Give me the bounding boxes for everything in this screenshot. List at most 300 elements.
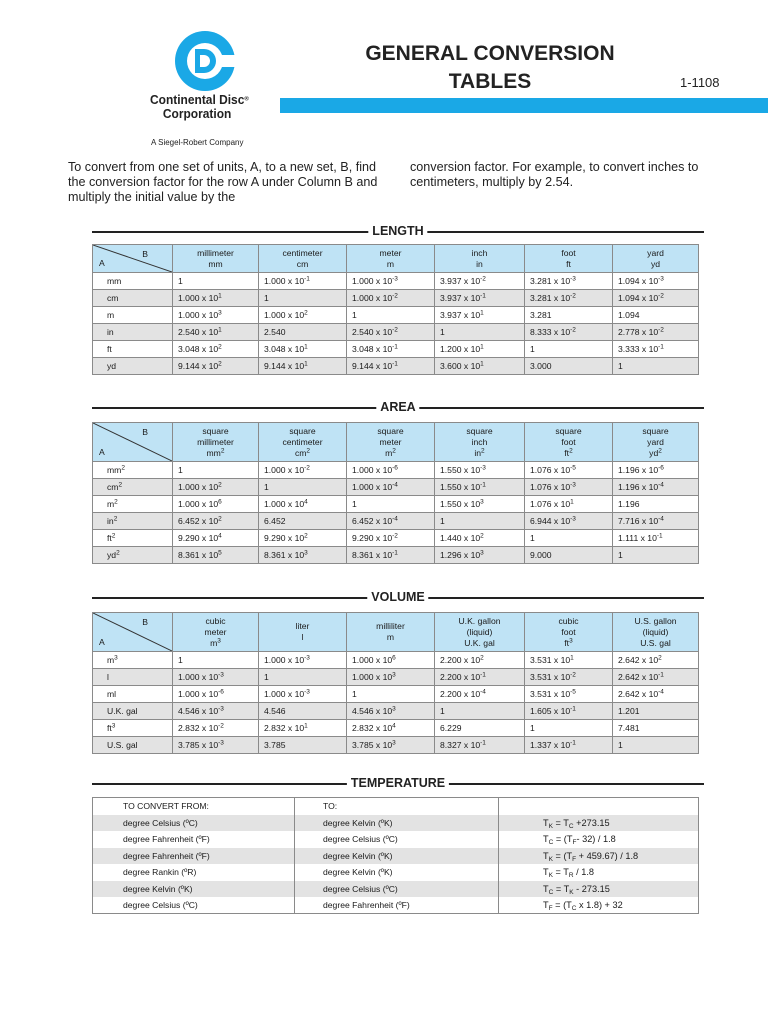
cell-exponent: 1: [570, 654, 574, 662]
table-row: [93, 530, 699, 547]
cell-mantissa: 1.000 x 10: [178, 672, 219, 682]
table-cell: [435, 496, 525, 513]
col-header-sup: 3: [569, 637, 573, 644]
table-cell: [347, 686, 435, 703]
cell-mantissa: 1.296 x 10: [440, 550, 481, 560]
cell-mantissa: 1: [618, 740, 623, 750]
col-header-text: inch: [471, 436, 488, 447]
cell-mantissa: 4.546 x 10: [352, 706, 393, 716]
cell-mantissa: 3.048 x 10: [264, 344, 305, 354]
table-cell: [525, 547, 613, 564]
cell-mantissa: 3.281 x 10: [530, 293, 571, 303]
row-label-sup: 3: [114, 654, 118, 662]
length-table: [92, 244, 699, 375]
table-cell: [525, 513, 613, 530]
table-cell: [347, 290, 435, 307]
col-header-text: yard: [647, 247, 664, 258]
cell-mantissa: 8.361 x 10: [264, 550, 305, 560]
col-header-text: cm: [294, 447, 307, 458]
cell-mantissa: 1.200 x 10: [440, 344, 481, 354]
cell-mantissa: 1.550 x 10: [440, 499, 481, 509]
temp-to: degree Kelvin (ºK): [295, 815, 499, 832]
cell-mantissa: 1.440 x 10: [440, 533, 481, 543]
volume-col-header: [613, 613, 699, 652]
row-label: [93, 513, 173, 530]
col-header-line: [349, 632, 432, 643]
cell-exponent: -3: [218, 739, 224, 747]
length-body: [93, 273, 699, 375]
cell-exponent: 2: [218, 481, 222, 489]
company-name-line2: Corporation: [162, 106, 232, 121]
col-header-line: [527, 616, 610, 627]
col-header-text: square: [466, 425, 493, 436]
cell-mantissa: 1: [618, 361, 623, 371]
cell-exponent: -3: [218, 705, 224, 713]
cell-exponent: -2: [392, 326, 398, 334]
col-header-text: inch: [471, 247, 488, 258]
col-header-sup: 3: [217, 637, 221, 644]
cell-mantissa: 2.832 x 10: [178, 723, 219, 733]
col-header-line: [175, 616, 256, 627]
formula-part: = T: [553, 883, 570, 894]
cell-mantissa: 3.937 x 10: [440, 293, 481, 303]
title-line2: TABLES: [448, 70, 532, 93]
col-header-line: [527, 426, 610, 437]
col-header-sup: 2: [392, 447, 396, 454]
cell-exponent: -1: [570, 739, 576, 747]
table-cell: [525, 324, 613, 341]
table-row: [93, 669, 699, 686]
cell-mantissa: 7.481: [618, 723, 640, 733]
cell-mantissa: 1.196 x 10: [618, 482, 659, 492]
col-header-sup: 2: [481, 447, 485, 454]
row-label: [93, 703, 173, 720]
cell-mantissa: 3.281: [530, 310, 552, 320]
cell-mantissa: 1: [178, 655, 183, 665]
cell-mantissa: 2.200 x 10: [440, 689, 481, 699]
table-cell: [435, 652, 525, 669]
temp-formula: [499, 831, 699, 848]
cell-mantissa: 1.000 x 10: [352, 465, 393, 475]
cell-exponent: -3: [570, 275, 576, 283]
row-label: [93, 341, 173, 358]
table-cell: [525, 341, 613, 358]
table-cell: [259, 341, 347, 358]
temp-from: degree Celsius (ºC): [93, 897, 295, 914]
col-header-text: square: [377, 425, 404, 436]
cell-exponent: -1: [304, 275, 310, 283]
table-cell: [613, 273, 699, 290]
col-header-text: in: [474, 447, 482, 458]
area-col-header: [347, 423, 435, 462]
table-cell: [613, 358, 699, 375]
cell-exponent: 6: [218, 498, 222, 506]
cell-mantissa: 9.290 x 10: [264, 533, 305, 543]
formula-part: F: [572, 839, 577, 847]
col-header-line: [261, 621, 344, 632]
row-label: [93, 720, 173, 737]
col-header-text: yd: [650, 258, 661, 269]
col-header-line: [175, 259, 256, 270]
cell-exponent: 2: [480, 532, 484, 540]
table-cell: [347, 720, 435, 737]
col-header-sup: 2: [658, 447, 662, 454]
cell-mantissa: 1.000 x 10: [352, 672, 393, 682]
cell-exponent: -6: [658, 464, 664, 472]
table-cell: [613, 324, 699, 341]
col-header-text: meter: [379, 247, 402, 258]
cell-exponent: 1: [218, 326, 222, 334]
col-header-text: square: [202, 425, 229, 436]
formula-part: x 1.8) + 32: [576, 900, 623, 910]
cell-exponent: -2: [658, 292, 664, 300]
col-header-line: [175, 437, 256, 448]
cell-mantissa: 1.000 x 10: [178, 499, 219, 509]
cell-mantissa: 2.200 x 10: [440, 655, 481, 665]
row-label-text: mm: [107, 276, 122, 286]
table-cell: [435, 307, 525, 324]
cell-mantissa: 1: [440, 706, 445, 716]
intro-text-right: conversion factor. For example, to convert inches to centimeters, multiply by 2.54.: [410, 160, 699, 190]
table-cell: [525, 273, 613, 290]
col-header-line: [615, 638, 696, 649]
cell-exponent: -1: [392, 343, 398, 351]
table-cell: [525, 686, 613, 703]
formula-part: T: [543, 850, 549, 861]
area-heading-label: AREA: [376, 400, 419, 414]
table-cell: [347, 547, 435, 564]
table-row: [93, 307, 699, 324]
area-corner-cell: [93, 423, 173, 462]
table-cell: [173, 652, 259, 669]
length-corner-cell: [93, 245, 173, 273]
table-cell: [259, 703, 347, 720]
col-header-line: [615, 448, 696, 459]
cell-exponent: -1: [480, 671, 486, 679]
table-cell: [173, 358, 259, 375]
formula-part: = (T: [552, 900, 572, 910]
row-label: [93, 462, 173, 479]
col-header-line: [261, 632, 344, 643]
temperature-table: [92, 797, 699, 914]
col-header-line: [349, 248, 432, 259]
temperature-body: [93, 815, 699, 914]
table-cell: [347, 324, 435, 341]
col-header-text: U.S. gallon: [634, 615, 677, 626]
col-header-line: [261, 448, 344, 459]
table-cell: [173, 273, 259, 290]
company-name: [150, 93, 270, 121]
table-row: [93, 479, 699, 496]
cell-exponent: -3: [658, 275, 664, 283]
cell-exponent: -2: [480, 275, 486, 283]
cell-mantissa: 1.000 x 10: [178, 310, 219, 320]
cell-mantissa: 1.094 x 10: [618, 276, 659, 286]
temp-from: degree Kelvin (ºK): [93, 881, 295, 898]
table-cell: [347, 530, 435, 547]
area-table: [92, 422, 699, 564]
table-cell: [259, 358, 347, 375]
row-label-text: in: [107, 516, 114, 526]
col-header-text: m: [386, 632, 395, 642]
table-row: [93, 815, 699, 832]
col-header-text: m: [386, 258, 395, 269]
formula-part: R: [568, 872, 574, 880]
row-label-text: yd: [107, 550, 117, 560]
row-label-text: yd: [107, 361, 117, 371]
cell-mantissa: 6.452 x 10: [352, 516, 393, 526]
row-label-sup: 2: [113, 515, 118, 523]
cell-mantissa: 1: [264, 482, 269, 492]
col-header-line: [437, 616, 522, 627]
cell-exponent: -1: [392, 360, 398, 368]
cell-mantissa: 1: [178, 465, 183, 475]
col-header-sup: 2: [220, 447, 225, 454]
cell-mantissa: 2.832 x 10: [352, 723, 393, 733]
col-header-line: [175, 448, 256, 459]
cell-mantissa: 1.094: [618, 310, 640, 320]
table-cell: [435, 358, 525, 375]
formula-part: +273.15: [573, 817, 610, 828]
temp-formula: [499, 815, 699, 832]
company-name-line1: Continental Disc®: [150, 92, 249, 107]
table-cell: [525, 737, 613, 754]
cell-mantissa: 9.144 x 10: [178, 361, 219, 371]
cell-mantissa: 3.531 x 10: [530, 689, 571, 699]
cell-mantissa: 1: [352, 689, 357, 699]
col-header-line: [349, 448, 432, 459]
col-header-text: U.S. gal: [640, 637, 671, 648]
row-label-text: U.S. gal: [107, 740, 138, 750]
col-header-line: [437, 448, 522, 459]
col-header-line: [175, 638, 256, 649]
table-cell: [525, 720, 613, 737]
cell-exponent: -2: [218, 722, 224, 730]
temp-formula: [499, 848, 699, 865]
col-header-text: yd: [649, 447, 659, 458]
table-row: [93, 703, 699, 720]
row-label-sup: 2: [118, 481, 123, 489]
table-cell: [347, 496, 435, 513]
temp-to: degree Kelvin (ºK): [295, 848, 499, 865]
formula-part: K: [569, 888, 574, 896]
cell-mantissa: 1.000 x 10: [264, 310, 305, 320]
cell-mantissa: 6.452: [264, 516, 286, 526]
cell-exponent: -1: [658, 343, 664, 351]
table-row: [93, 864, 699, 881]
cell-exponent: -1: [480, 739, 486, 747]
area-col-header: [525, 423, 613, 462]
cell-mantissa: 1.000 x 10: [178, 293, 219, 303]
corner-label-a: A: [99, 447, 105, 457]
table-cell: [525, 358, 613, 375]
temp-to: degree Celsius (ºC): [295, 831, 499, 848]
cell-mantissa: 1.094 x 10: [618, 293, 659, 303]
cell-mantissa: 4.546: [264, 706, 286, 716]
row-label: [93, 358, 173, 375]
cell-exponent: 4: [304, 498, 308, 506]
formula-part: C: [571, 905, 577, 912]
col-header-text: ft: [564, 447, 570, 458]
col-header-line: [261, 259, 344, 270]
cell-exponent: -2: [570, 671, 576, 679]
table-cell: [435, 686, 525, 703]
cell-exponent: -1: [656, 532, 663, 540]
formula-part: = T: [552, 867, 569, 878]
temp-to: degree Fahrenheit (ºF): [295, 897, 499, 914]
length-heading-label: LENGTH: [368, 224, 427, 238]
table-cell: [613, 462, 699, 479]
cell-mantissa: 3.937 x 10: [440, 310, 481, 320]
cell-mantissa: 1: [352, 310, 357, 320]
table-row: [93, 273, 699, 290]
cell-mantissa: 2.832 x 10: [264, 723, 305, 733]
cell-exponent: 3: [392, 739, 396, 747]
col-header-text: mm: [206, 447, 221, 458]
cell-mantissa: 3.000: [530, 361, 552, 371]
table-cell: [173, 341, 259, 358]
cell-mantissa: 4.546 x 10: [178, 706, 219, 716]
cell-exponent: -4: [392, 515, 398, 523]
cell-mantissa: 8.361 x 10: [178, 550, 219, 560]
row-label-sup: 3: [111, 722, 116, 730]
volume-col-header: [347, 613, 435, 652]
volume-corner-cell: [93, 613, 173, 652]
length-heading: [92, 224, 704, 238]
cell-mantissa: 1: [178, 276, 183, 286]
cell-mantissa: 1: [440, 327, 445, 337]
table-cell: [259, 547, 347, 564]
temp-formula: [499, 881, 699, 898]
col-header-text: meter: [204, 626, 227, 637]
cell-mantissa: 9.144 x 10: [352, 361, 393, 371]
cell-mantissa: 1.000 x 10: [178, 689, 219, 699]
table-cell: [259, 479, 347, 496]
cell-mantissa: 1.000 x 10: [352, 293, 393, 303]
row-label: [93, 530, 173, 547]
cell-mantissa: 2.642 x 10: [618, 655, 659, 665]
col-header-text: cubic: [205, 615, 226, 626]
formula-part: T: [543, 817, 549, 828]
row-label-sup: 2: [121, 464, 125, 472]
col-header-sup: 2: [306, 447, 311, 454]
cell-exponent: 2: [658, 654, 662, 662]
table-cell: [613, 341, 699, 358]
cell-mantissa: 6.229: [440, 723, 462, 733]
table-cell: [347, 513, 435, 530]
table-row: [93, 881, 699, 898]
cell-mantissa: 9.290 x 10: [352, 533, 393, 543]
table-cell: [259, 496, 347, 513]
row-label: [93, 273, 173, 290]
formula-part: T: [543, 900, 549, 910]
cell-exponent: -4: [658, 515, 664, 523]
row-label: [93, 737, 173, 754]
cell-mantissa: 1.076 x 10: [530, 482, 571, 492]
cell-exponent: 3: [304, 549, 308, 557]
table-cell: [347, 341, 435, 358]
cell-mantissa: 3.785 x 10: [178, 740, 219, 750]
formula-part: T: [543, 883, 549, 894]
row-label-text: ft: [107, 723, 112, 733]
area-header-row: [93, 423, 699, 462]
table-cell: [173, 479, 259, 496]
cell-exponent: 2: [218, 515, 222, 523]
row-label-text: cm: [107, 482, 119, 492]
col-header-text: m: [385, 447, 393, 458]
table-cell: [435, 341, 525, 358]
cell-mantissa: 3.531 x 10: [530, 655, 571, 665]
col-header-line: [527, 437, 610, 448]
table-cell: [435, 479, 525, 496]
formula-part: C: [548, 839, 554, 847]
table-cell: [435, 290, 525, 307]
cell-exponent: -1: [480, 481, 486, 489]
row-label-text: m: [107, 310, 115, 320]
length-col-header: [613, 245, 699, 273]
table-cell: [613, 290, 699, 307]
cell-exponent: -2: [658, 326, 664, 334]
table-cell: [613, 496, 699, 513]
col-header-line: [615, 437, 696, 448]
col-header-text: square: [642, 425, 669, 436]
col-header-text: centimeter: [282, 247, 323, 258]
cell-exponent: 2: [480, 654, 484, 662]
cell-exponent: 3: [480, 498, 484, 506]
col-header-line: [349, 437, 432, 448]
table-cell: [173, 703, 259, 720]
temp-formula: [499, 897, 699, 914]
col-header-text: millimeter: [197, 247, 234, 258]
cell-exponent: -4: [658, 481, 664, 489]
cell-mantissa: 3.048 x 10: [178, 344, 219, 354]
formula-part: F: [572, 855, 577, 863]
col-header-line: [615, 426, 696, 437]
volume-col-header: [435, 613, 525, 652]
cell-mantissa: 1.000 x 10: [178, 482, 219, 492]
table-cell: [613, 530, 699, 547]
cell-mantissa: 3.333 x 10: [618, 344, 659, 354]
cell-exponent: 1: [480, 360, 484, 368]
row-label: [93, 686, 173, 703]
table-row: [93, 831, 699, 848]
area-col-header: [435, 423, 525, 462]
col-header-line: [349, 621, 432, 632]
table-cell: [173, 686, 259, 703]
table-cell: [525, 530, 613, 547]
cell-exponent: -1: [480, 292, 486, 300]
table-cell: [435, 513, 525, 530]
table-cell: [259, 652, 347, 669]
row-label-sup: 2: [111, 532, 116, 540]
corner-label-b: B: [142, 249, 148, 259]
table-cell: [435, 737, 525, 754]
cell-mantissa: 1.076 x 10: [530, 465, 571, 475]
cell-mantissa: 8.333 x 10: [530, 327, 571, 337]
row-label-sup: 2: [114, 498, 118, 506]
col-header-text: foot: [561, 247, 576, 258]
col-header-line: [615, 259, 696, 270]
table-row: [93, 358, 699, 375]
col-header-text: U.K. gal: [464, 637, 495, 648]
cell-exponent: -2: [392, 292, 398, 300]
col-header-text: l: [301, 632, 304, 642]
table-cell: [173, 324, 259, 341]
table-cell: [173, 462, 259, 479]
table-cell: [173, 547, 259, 564]
cell-mantissa: 1.196: [618, 499, 640, 509]
formula-part: - 273.15: [573, 883, 610, 894]
